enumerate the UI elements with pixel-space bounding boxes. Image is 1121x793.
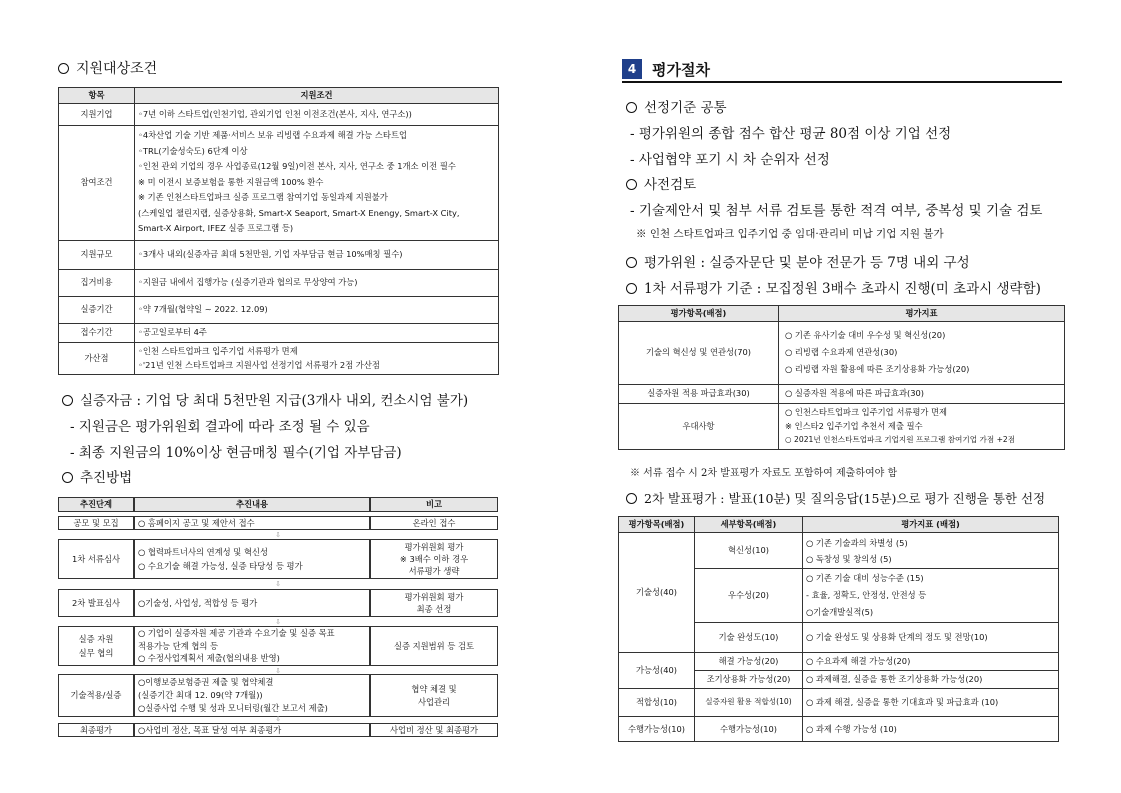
- circle-bullet-icon: [626, 179, 637, 190]
- table-header: 평가항목(배점): [619, 517, 695, 533]
- row-label: 가능성(40): [619, 653, 695, 689]
- process-header-row: [58, 497, 498, 512]
- down-arrow-icon: ⇩: [275, 667, 281, 675]
- table-row: [58, 626, 498, 666]
- row-content: ◦지원금 내에서 집행가능 (실증기관과 협의로 무상양여 가능): [135, 269, 499, 296]
- row-content: ○ 과제해결, 실증을 통한 조기상용화 가능성(20): [803, 671, 1059, 689]
- sub-item: 실증자원 활용 적합성(10): [695, 689, 803, 717]
- row-label: 기술성(40): [619, 533, 695, 653]
- section-header: [622, 57, 1062, 83]
- doc-review-note: ※ 서류 접수 시 2차 발표평가 자료도 포함하여 제출하여야 함: [630, 468, 898, 479]
- section-number: 4: [622, 59, 642, 79]
- row-content: ○ 기존 기술과의 차별성 (5) ○ 독창성 및 창의성 (5): [803, 533, 1059, 569]
- sub-item: 해결 가능성(20): [695, 653, 803, 671]
- presentation-evaluation-table: [618, 516, 1059, 742]
- row-label: 지원기업: [59, 103, 135, 125]
- table-header: 비고: [370, 497, 498, 512]
- process-note: 평가위원회 평가 최종 선정: [370, 589, 498, 617]
- row-content: ◦인천 스타트업파크 입주기업 서류평가 면제 ◦'21년 인천 스타트업파크 지원사업 선정기업 서류평가 2점 가산점: [135, 342, 499, 374]
- table-header: 평가지표 (배점): [803, 517, 1059, 533]
- criteria-line: - 평가위원의 종합 점수 합산 평균 80점 이상 기업 선정: [630, 126, 952, 142]
- circle-bullet-icon: [58, 63, 69, 74]
- row-label: 가산점: [59, 342, 135, 374]
- table-row: [58, 589, 498, 617]
- row-label: 우대사항: [619, 403, 779, 449]
- table-row: [58, 539, 498, 579]
- process-note: 평가위원회 평가 ※ 3배수 이하 경우 서류평가 생략: [370, 539, 498, 579]
- row-content: ◦4차산업 기술 기반 제품·서비스 보유 리빙랩 수요과제 해결 가능 스타트업 ◦TRL(기술성숙도) 6단계 이상 ◦인천 관외 기업의 경우 사업종료(12월 9일)이전 본사, 지사, 연구소 중 1개소 이전 필수 ※ 미 이전시 보증보험을 통한 지원금액 100% 환수 ※ 기존 인천스타트업파크 실증 프로그램 참여기업 동일과제 지원불가 (스케일업 챌린지랩, 실증상용화, Smart-X Seaport, Smart-X Enengy, Smart-X City, Smart-X Airport, IFEZ 실증 프로그램 등): [135, 125, 499, 240]
- row-content: ○ 기존 유사기술 대비 우수성 및 혁신성(20) ○ 리빙랩 수요과제 연관성(30) ○ 리빙랩 자원 활용에 따른 조기상용화 가능성(20): [779, 321, 1065, 384]
- criteria-heading: 선정기준 공통: [626, 96, 727, 116]
- down-arrow-icon: ⇩: [275, 580, 281, 588]
- fund-line: - 지원금은 평가위원회 결과에 따라 조정 될 수 있음: [70, 419, 370, 435]
- row-content: ○ 과제 수행 가능성 (10): [803, 717, 1059, 742]
- row-content: ○ 실증자원 적용에 따른 파급효과(30): [779, 384, 1065, 403]
- doc-evaluation-table: [618, 305, 1065, 450]
- process-content: ○사업비 정산, 목표 달성 여부 최종평가: [134, 723, 370, 737]
- eligibility-heading: 지원대상조건: [58, 58, 157, 78]
- table-header: 지원조건: [135, 88, 499, 104]
- fund-line: - 최종 지원금의 10%이상 현금매칭 필수(기업 자부담금): [70, 445, 402, 461]
- row-label: 실증자원 적용 파급효과(30): [619, 384, 779, 403]
- sub-item: 기술 완성도(10): [695, 623, 803, 653]
- row-label: 지원규모: [59, 240, 135, 269]
- row-label: 수행가능성(10): [619, 717, 695, 742]
- process-note: 실증 지원범위 등 검토: [370, 626, 498, 666]
- row-content: ◦공고일로부터 4주: [135, 323, 499, 342]
- table-header: 항목: [59, 88, 135, 104]
- fund-heading: 실증자금 : 기업 당 최대 5천만원 지급(3개사 내외, 컨소시엄 불가): [62, 389, 468, 409]
- row-content: ○ 기존 기술 대비 성능수준 (15) - 효율, 정확도, 안정성, 안전성 등 ○기술개발실적(5): [803, 569, 1059, 623]
- table-header: 평가지표: [779, 306, 1065, 322]
- process-note: 협약 체결 및 사업관리: [370, 674, 498, 717]
- criteria-line: - 사업협약 포기 시 차 순위자 선정: [630, 152, 830, 168]
- process-content: ○ 홈페이지 공고 및 제안서 접수: [134, 516, 370, 530]
- process-content: ○ 기업이 실증자원 제공 기관과 수요기술 및 실증 목표 적용가능 단계 협의 등 ○ 수정사업계획서 제출(협의내용 반영): [134, 626, 370, 666]
- row-content: ○ 기술 완성도 및 상용화 단계의 정도 및 전망(10): [803, 623, 1059, 653]
- pre-review-heading: 사전검토: [626, 173, 696, 193]
- section-title: 평가절차: [652, 61, 710, 79]
- process-content: ○ 협력파트너사의 연계성 및 혁신성 ○ 수요기술 해결 가능성, 실증 타당성 등 평가: [134, 539, 370, 579]
- evaluator-heading: 평가위원 : 실증자문단 및 분야 전문가 등 7명 내외 구성: [626, 251, 970, 271]
- process-note: 사업비 정산 및 최종평가: [370, 723, 498, 737]
- down-arrow-icon: ⇩: [275, 618, 281, 626]
- circle-bullet-icon: [626, 283, 637, 294]
- row-content: ○ 인천스타트업파크 입주기업 서류평가 면제 ※ 인스타2 입주기업 추천서 제출 필수 ○ 2021년 인천스타트업파크 기업지원 프로그램 참여기업 가점 +2점: [779, 403, 1065, 449]
- down-arrow-icon: ⇩: [275, 715, 281, 723]
- row-content: ○ 과제 해결, 실증을 통한 기대효과 및 파급효과 (10): [803, 689, 1059, 717]
- row-content: ◦3개사 내외(실증자금 최대 5천만원, 기업 자부담금 현금 10%매칭 필수): [135, 240, 499, 269]
- process-stage: 1차 서류심사: [58, 539, 134, 579]
- pre-review-line: - 기술제안서 및 첨부 서류 검토를 통한 적격 여부, 중복성 및 기술 검토: [630, 203, 1043, 219]
- table-header: 세부항목(배점): [695, 517, 803, 533]
- row-label: 접수기간: [59, 323, 135, 342]
- presentation-heading: 2차 발표평가 : 발표(10분) 및 질의응답(15분)으로 평가 진행을 통한 선정: [626, 489, 1045, 507]
- circle-bullet-icon: [626, 257, 637, 268]
- table-row: [58, 674, 498, 717]
- process-note: 온라인 접수: [370, 516, 498, 530]
- table-header: 평가항목(배점): [619, 306, 779, 322]
- circle-bullet-icon: [626, 102, 637, 113]
- table-header: 추진단계: [58, 497, 134, 512]
- process-stage: 기술적용/실증: [58, 674, 134, 717]
- row-label: 참여조건: [59, 125, 135, 240]
- table-header: 추진내용: [134, 497, 370, 512]
- row-content: ○ 수요과제 해결 가능성(20): [803, 653, 1059, 671]
- circle-bullet-icon: [62, 472, 73, 483]
- pre-review-note: ※ 인천 스타트업파크 입주기업 중 임대·관리비 미납 기업 지원 불가: [636, 228, 944, 240]
- table-row: [58, 516, 498, 530]
- circle-bullet-icon: [626, 493, 637, 504]
- process-content: ○이행보증보험증권 제출 및 협약체결 (실증기간 최대 12. 09(약 7개월)) ○실증사업 수행 및 성과 모니터링(월간 보고서 제출): [134, 674, 370, 717]
- process-stage: 공모 및 모집: [58, 516, 134, 530]
- down-arrow-icon: ⇩: [275, 531, 281, 539]
- row-label: 기술의 혁신성 및 연관성(70): [619, 321, 779, 384]
- doc-review-heading: 1차 서류평가 기준 : 모집정원 3배수 초과시 진행(미 초과시 생략함): [626, 277, 1041, 297]
- row-content: ◦7년 이하 스타트업(인천기업, 관외기업 인천 이전조건(본사, 지사, 연구소)): [135, 103, 499, 125]
- row-content: ◦약 7개월(협약일 ~ 2022. 12.09): [135, 296, 499, 323]
- process-stage: 최종평가: [58, 723, 134, 737]
- sub-item: 조기상용화 가능성(20): [695, 671, 803, 689]
- table-row: [58, 723, 498, 737]
- process-heading: 추진방법: [62, 466, 132, 486]
- eligibility-table: [58, 87, 499, 375]
- circle-bullet-icon: [62, 395, 73, 406]
- sub-item: 우수성(20): [695, 569, 803, 623]
- row-label: 실증기간: [59, 296, 135, 323]
- process-stage: 2차 발표심사: [58, 589, 134, 617]
- sub-item: 혁신성(10): [695, 533, 803, 569]
- row-label: 적합성(10): [619, 689, 695, 717]
- process-stage: 실증 자원 실무 협의: [58, 626, 134, 666]
- row-label: 집거비용: [59, 269, 135, 296]
- process-content: ○기술성, 사업성, 적합성 등 평가: [134, 589, 370, 617]
- sub-item: 수행가능성(10): [695, 717, 803, 742]
